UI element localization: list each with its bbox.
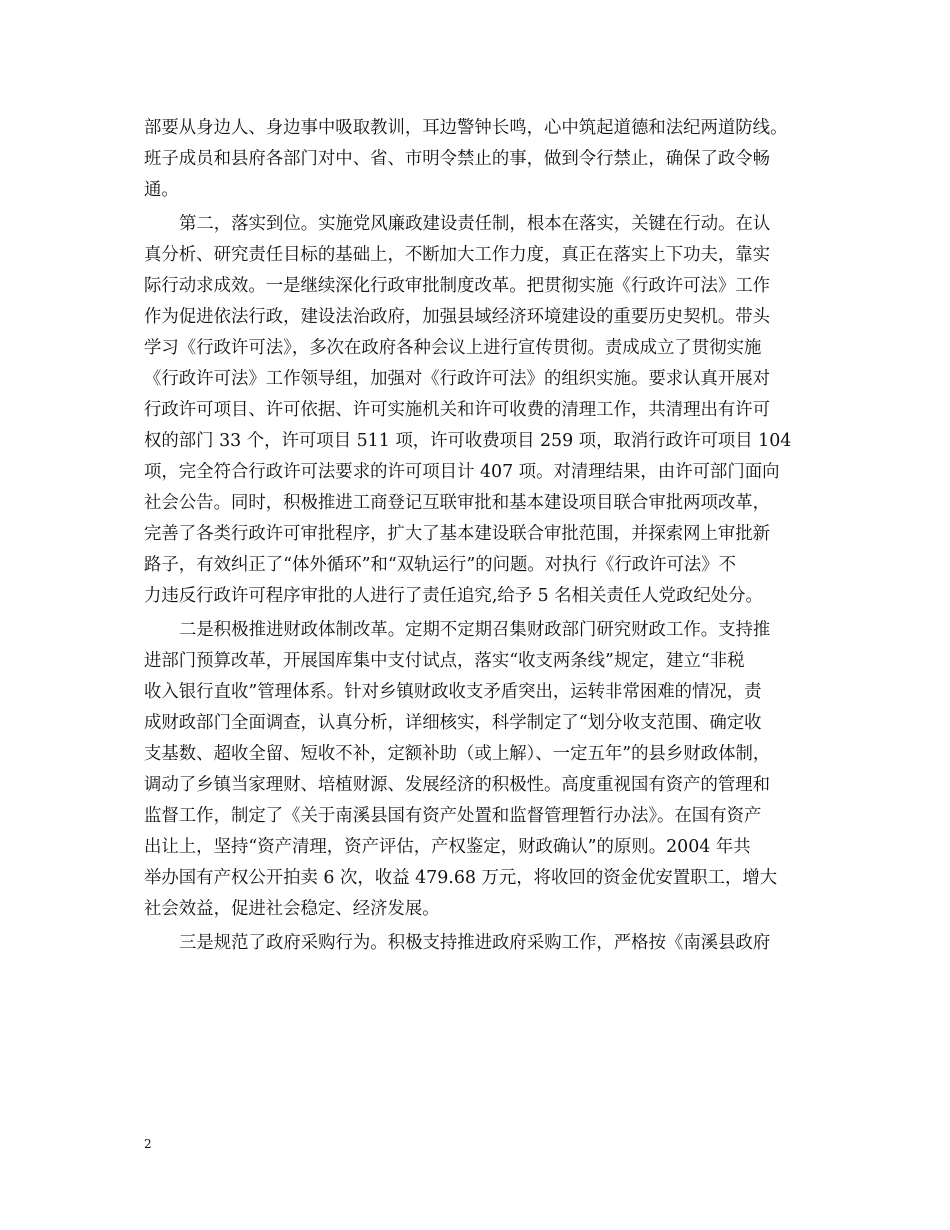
text-line: 际行动求成效。一是继续深化行政审批制度改革。把贯彻实施《行政许可法》工作 [144,276,771,296]
paragraph-start-line: 第二，落实到位。实施党风廉政建设责任制，根本在落实，关键在行动。在认 [179,214,771,234]
text-line: 作为促进依法行政，建设法治政府，加强县域经济环境建设的重要历史契机。带头 [144,307,771,327]
text-line: 成财政部门全面调查，认真分析，详细核实，科学制定了“划分收支范围、确定收 [144,713,762,733]
text-line: 权的部门 33 个，许可项目 511 项，许可收费项目 259 项，取消行政许可项目 104 [144,431,792,451]
text-line: 举办国有产权公开拍卖 6 次，收益 479.68 万元，将收回的资金优安置职工，增大 [144,868,778,888]
text-line: 收入银行直收”管理体系。针对乡镇财政收支矛盾突出，运转非常困难的情况，责 [144,682,762,702]
text-line: 进部门预算改革，开展国库集中支付试点，落实“收支两条线”规定，建立“非税 [144,651,745,671]
text-line: 力违反行政许可程序审批的人进行了责任追究,给予 5 名相关责任人党政纪处分。 [144,586,763,606]
text-line: 社会效益，促进社会稳定、经济发展。 [144,899,440,919]
text-line: 支基数、超收全留、短收不补，定额补助（或上解）、一定五年”的县乡财政体制， [144,744,771,764]
text-line: 路子，有效纠正了“体外循环”和“双轨运行”的问题。对执行《行政许可法》不 [144,555,737,575]
text-line: 项，完全符合行政许可法要求的许可项目计 407 项。对清理结果，由许可部门面向 [144,462,780,482]
text-line: 调动了乡镇当家理财、培植财源、发展经济的积极性。高度重视国有资产的管理和 [144,775,771,795]
text-line: 《行政许可法》工作领导组，加强对《行政许可法》的组织实施。要求认真开展对 [144,369,771,389]
text-line: 学习《行政许可法》，多次在政府各种会议上进行宣传贯彻。责成成立了贯彻实施 [144,338,762,358]
text-line: 部要从身边人、身边事中吸取教训，耳边警钟长鸣，心中筑起道德和法纪两道防线。 [144,118,788,138]
paragraph-start-line: 三是规范了政府采购行为。积极支持推进政府采购工作，严格按《南溪县政府 [179,933,771,953]
text-line: 通。 [144,180,179,200]
text-line: 完善了各类行政许可审批程序，扩大了基本建设联合审批范围，并探索网上审批新 [144,524,771,544]
text-line: 真分析、研究责任目标的基础上，不断加大工作力度，真正在落实上下功夫，靠实 [144,245,771,265]
text-line: 出让上，坚持“资产清理，资产评估，产权鉴定，财政确认”的原则。2004 年共 [144,837,751,857]
paragraph-start-line: 二是积极推进财政体制改革。定期不定期召集财政部门研究财政工作。支持推 [179,620,771,640]
text-line: 行政许可项目、许可依据、许可实施机关和许可收费的清理工作，共清理出有许可 [144,400,771,420]
text-line: 班子成员和县府各部门对中、省、市明令禁止的事，做到令行禁止，确保了政令畅 [144,149,771,169]
page-number: 2 [144,1137,152,1151]
text-line: 社会公告。同时，积极推进工商登记互联审批和基本建设项目联合审批两项改革， [144,493,771,513]
document-body [144,113,824,959]
text-line: 监督工作，制定了《关于南溪县国有资产处置和监督管理暂行办法》。在国有资产 [144,806,762,826]
